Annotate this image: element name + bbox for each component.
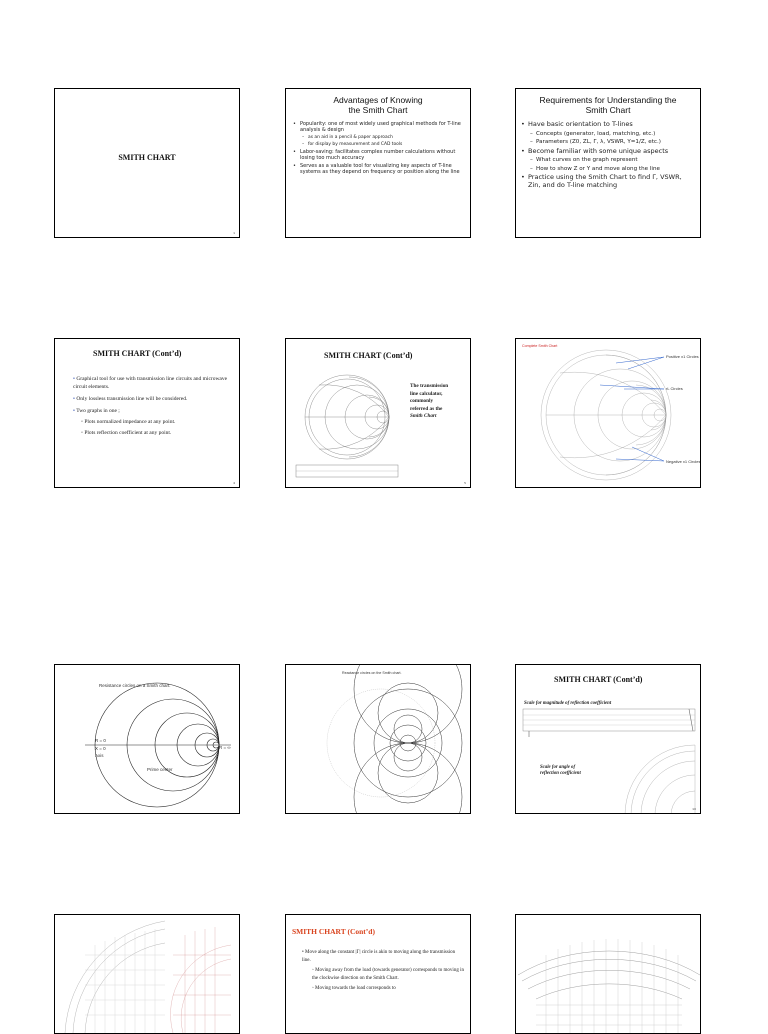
slide-smith-chart-contd-3 xyxy=(285,914,471,1034)
slide-reflection-scales xyxy=(515,664,701,814)
bullet: • Have basic orientation to T-lines xyxy=(528,121,694,129)
bullet: • Become familiar with some unique aspects xyxy=(528,148,694,156)
title-line-1: Advantages of Knowing xyxy=(333,95,423,105)
sub-bullet: – What curves on the graph represent xyxy=(536,157,694,165)
page-number: 10 xyxy=(692,807,696,811)
sub-bullet: ◦ Plots reflection coefficient at any point. xyxy=(81,430,172,436)
slide-body xyxy=(302,949,464,993)
bullet-list xyxy=(516,121,700,189)
slide-body xyxy=(73,375,229,437)
sub-bullet: ◦ Plots normalized impedance at any point. xyxy=(81,419,176,425)
sub-bullet: – Parameters (Z0, ZL, Γ, λ, VSWR, Y=1/Z, etc.) xyxy=(536,139,694,147)
reactance-circles-diagram xyxy=(286,665,471,814)
axis-label: Axis xyxy=(95,753,104,758)
slide-body xyxy=(410,383,470,421)
smith-chart-closeup xyxy=(55,915,240,1034)
axis-label: R = 0 xyxy=(95,738,106,743)
body-line: Smith Chart xyxy=(410,413,437,419)
slide-title: SMITH CHART (Cont’d) xyxy=(324,351,413,360)
slide-title: SMITH CHART (Cont’d) xyxy=(292,927,375,936)
annotation-label: Positive x1 Circles xyxy=(666,354,699,359)
body-line: commonly xyxy=(410,398,434,404)
sub-bullet: – for display by measurement and CAD tools xyxy=(308,142,464,148)
slide-smith-chart-title xyxy=(54,88,240,238)
caption: Complete Smith Chart xyxy=(522,344,558,348)
title-line-2: the Smith Chart xyxy=(348,105,408,115)
scale-label-line: Scale for angle of xyxy=(540,765,576,770)
slide-title: SMITH CHART (Cont’d) xyxy=(554,675,643,684)
sub-bullet: – Concepts (generator, load, matching, etc.) xyxy=(536,131,694,139)
slide-reactance-circles xyxy=(285,664,471,814)
resistance-circles-diagram xyxy=(55,665,240,814)
body-line: referred as the xyxy=(410,405,443,412)
slide-smith-chart-closeup xyxy=(54,914,240,1034)
slide-title xyxy=(516,95,700,115)
bullet: • Graphical tool for use with transmission line circuits and microwave circuit elements. xyxy=(73,376,228,390)
bullet: • Only lossless transmission line will be considered. xyxy=(73,396,188,402)
slide-requirements xyxy=(515,88,701,238)
title-line-1: Requirements for Understanding the xyxy=(539,95,677,105)
sub-bullet: – How to show Z or Y and move along the line xyxy=(536,166,694,174)
figure-title: Resistance circles on a Smith chart. xyxy=(99,683,171,688)
smith-chart-image xyxy=(292,365,402,485)
sub-bullet: – as an aid in a pencil & paper approach xyxy=(308,135,464,141)
page-number: 4 xyxy=(233,481,235,485)
annotation-label: Negative x1 Circles xyxy=(666,459,701,464)
bullet-list xyxy=(286,121,470,175)
scale-label: Scale for magnitude of reflection coefficient xyxy=(524,701,612,706)
axis-label: X = 0 xyxy=(95,746,106,751)
slide-advantages xyxy=(285,88,471,238)
slide-smith-chart-detail xyxy=(515,914,701,1034)
bullet: • Two graphs in one ; xyxy=(73,408,120,414)
body-line: line calculator, xyxy=(410,390,443,397)
slide-title: SMITH CHART xyxy=(118,153,176,162)
bullet: • Popularity: one of most widely used graphical methods for T-line analysis & design xyxy=(300,121,464,133)
figure-title: Reactance circles on the Smith chart. xyxy=(342,671,402,675)
annotation-label: rL Circles xyxy=(666,386,683,391)
slide-smith-chart-contd-1 xyxy=(54,338,240,488)
page-number: 5 xyxy=(464,481,466,485)
slide-resistance-circles xyxy=(54,664,240,814)
scale-image xyxy=(521,707,697,814)
axis-label: R = ∞ xyxy=(219,745,231,750)
sub-bullet: ◦ Moving towards the load corresponds to xyxy=(312,986,396,991)
complete-smith-chart xyxy=(516,339,701,488)
body-line: The transmission xyxy=(410,383,449,389)
bullet: • Practice using the Smith Chart to find Γ, VSWR, Zin, and do T-line matching xyxy=(528,174,694,189)
page-number: 1 xyxy=(233,231,235,235)
slide-complete-smith-chart xyxy=(515,338,701,488)
title-line-2: Smith Chart xyxy=(585,105,631,115)
slide-title xyxy=(286,95,470,115)
center-label: Prime center xyxy=(147,767,173,772)
sub-bullet: ◦ Moving away from the load (towards generator) corresponds to moving in the clockwise direction on the Smith Chart. xyxy=(312,968,464,981)
bullet: • Move along the constant |Γ| circle is akin to moving along the transmission line. xyxy=(302,950,456,963)
smith-chart-detail xyxy=(516,915,701,1034)
bullet: • Labor-saving: facilitates complex number calculations without losing too much accuracy xyxy=(300,149,464,161)
scale-label-line: reflection coefficient xyxy=(540,771,581,776)
bullet: • Serves as a valuable tool for visualizing key aspects of T-line systems as they depend on frequency or position along the line xyxy=(300,163,464,175)
scale-label xyxy=(540,765,581,777)
slide-smith-chart-contd-2 xyxy=(285,338,471,488)
slide-title: SMITH CHART (Cont’d) xyxy=(93,349,182,358)
